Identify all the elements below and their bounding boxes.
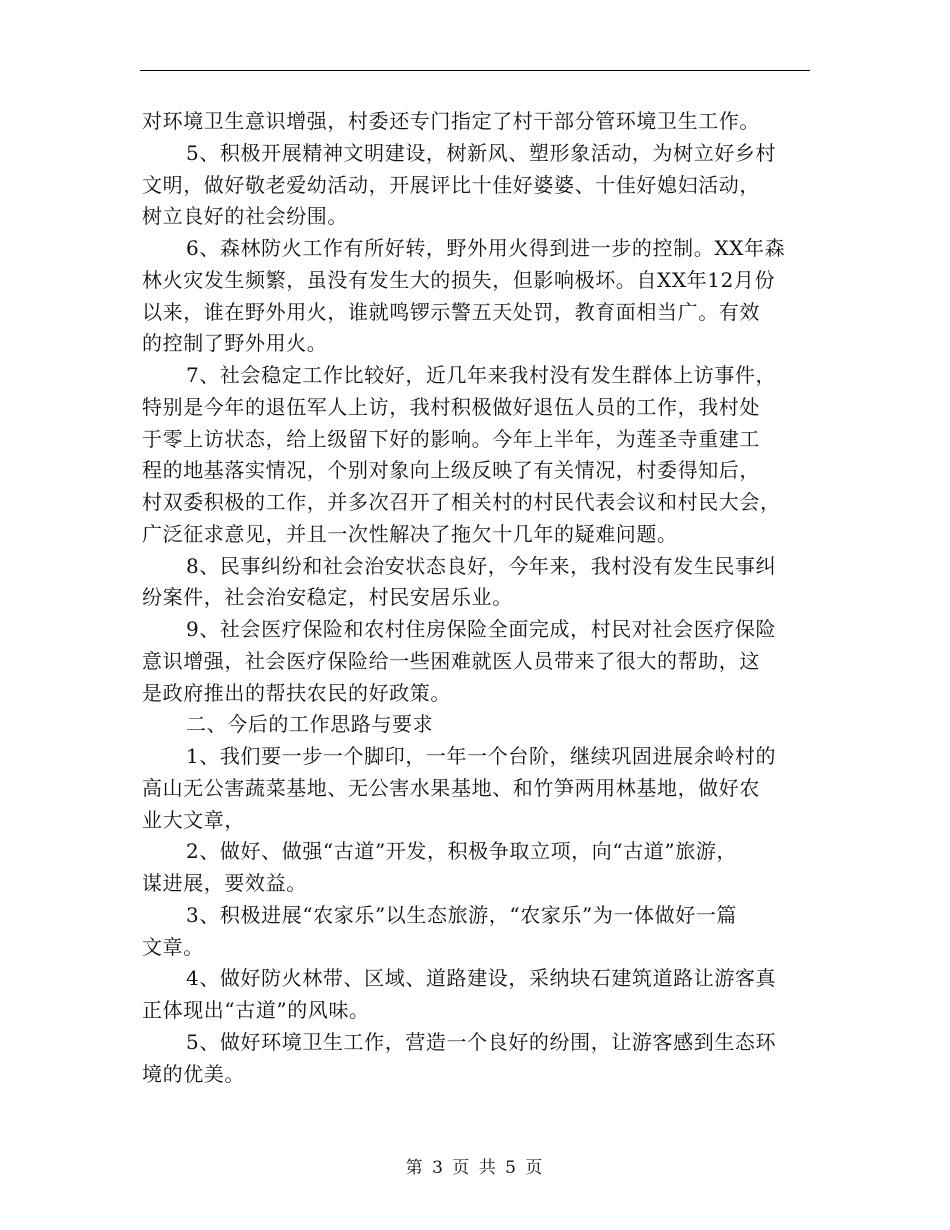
text-line: 特别是今年的退伍军人上访，我村积极做好退伍人员的工作，我村处 (142, 394, 760, 419)
text-line: 2、做好、做强“古道”开发，积极争取立项，向“古道”旅游， (186, 839, 738, 864)
page-footer: 第 3 页 共 5 页 (405, 1158, 545, 1178)
document-body (142, 106, 808, 1090)
text-line: 谋进展，要效益。 (142, 871, 307, 895)
text-line: 正体现出“古道”的风味。 (142, 998, 370, 1022)
text-line: 境的优美。 (142, 1061, 245, 1086)
text-line: 高山无公害蔬菜基地、无公害水果基地、和竹笋两用林基地，做好农 (142, 775, 760, 800)
text-line: 文明，做好敬老爱幼活动，开展评比十佳好婆婆、十佳好媳妇活动， (142, 172, 760, 197)
text-line: 广泛征求意见，并且一次性解决了拖欠十几年的疑难问题。 (142, 521, 678, 546)
text-line: 对环境卫生意识增强，村委还专门指定了村干部分管环境卫生工作。 (142, 109, 760, 133)
text-line: 4、做好防火林带、区域、道路建设，采纳块石建筑道路让游客真 (186, 966, 777, 991)
header-rule (140, 70, 810, 71)
text-line: 8、民事纠纷和社会治安状态良好，今年来，我村没有发生民事纠 (186, 553, 777, 578)
text-line: 7、社会稳定工作比较好，近几年来我村没有发生群体上访事件， (186, 363, 777, 387)
text-line: 于零上访状态，给上级留下好的影响。今年上半年，为莲圣寺重建工 (142, 426, 760, 451)
text-line: 6、森林防火工作有所好转，野外用火得到进一步的控制。XX年森 (186, 236, 786, 260)
text-line: 业大文章， (142, 807, 245, 832)
text-line: 以来，谁在野外用火，谁就鸣锣示警五天处罚，教育面相当广。有效 (142, 299, 760, 324)
text-line: 9、社会医疗保险和农村住房保险全面完成，村民对社会医疗保险 (186, 617, 777, 641)
text-line: 二、今后的工作思路与要求 (186, 712, 434, 737)
text-line: 树立良好的社会纷围。 (142, 204, 348, 229)
text-line: 1、我们要一步一个脚印，一年一个台阶，继续巩固进展余岭村的 (186, 744, 777, 768)
text-line: 林火灾发生频繁，虽没有发生大的损失，但影响极坏。自XX年12月份 (142, 267, 776, 292)
text-line: 村双委积极的工作，并多次召开了相关村的村民代表会议和村民大会， (142, 490, 781, 514)
text-line: 纷案件，社会治安稳定，村民安居乐业。 (142, 585, 513, 610)
text-line: 意识增强，社会医疗保险给一些困难就医人员带来了很大的帮助，这 (142, 648, 760, 673)
text-line: 文章。 (142, 934, 204, 959)
text-line: 5、做好环境卫生工作，营造一个良好的纷围，让游客感到生态环 (186, 1029, 777, 1054)
text-line: 3、积极进展“农家乐”以生态旅游，“农家乐”为一体做好一篇 (186, 902, 738, 927)
text-line: 是政府推出的帮扶农民的好政策。 (142, 680, 451, 705)
text-line: 5、积极开展精神文明建设，树新风、塑形象活动，为树立好乡村 (186, 140, 777, 165)
text-line: 程的地基落实情况，个别对象向上级反映了有关情况，村委得知后， (142, 458, 760, 483)
text-line: 的控制了野外用火。 (142, 331, 328, 356)
